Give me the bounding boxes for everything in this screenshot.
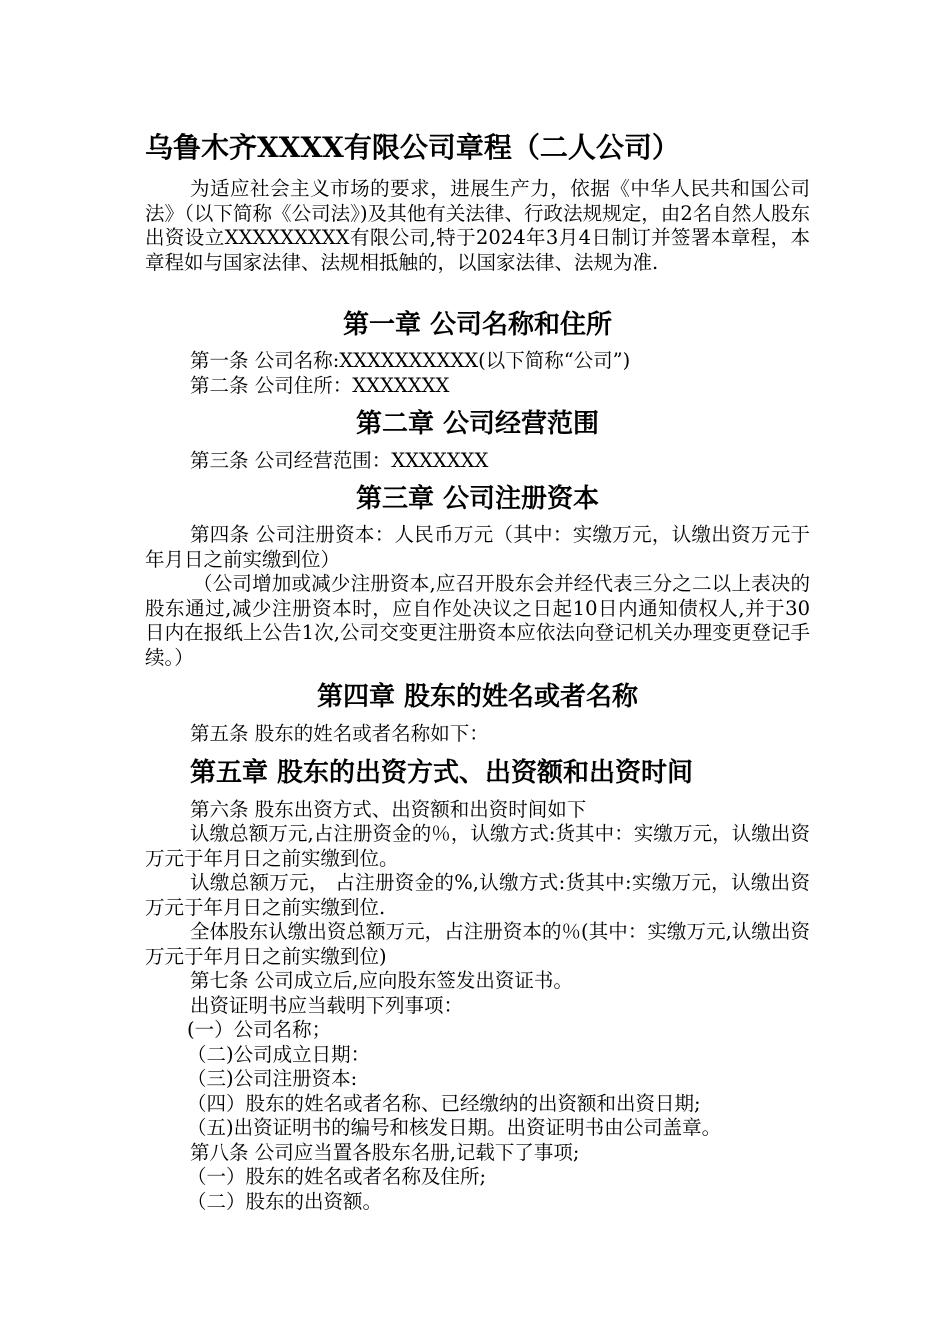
chapter-1-heading: 第一章 公司名称和住所 [342,310,613,340]
article-3: 第三条 公司经营范围：XXXXXXX [190,449,489,472]
article-7: 第七条 公司成立后,应向股东签发出资证书。 [190,969,573,992]
subscription-2: 认缴总额万元， 占注册资金的%,认缴方式:货其中:实缴万元，认缴出资万元于年月日之前实缴到位. [145,871,810,919]
article-8: 第八条 公司应当置各股东名册,记载下了事项; [190,1141,580,1164]
article-1: 第一条 公司名称:XXXXXXXXXX(以下简称“公司”) [190,349,631,372]
certificate-intro: 出资证明书应当载明下列事项： [190,994,464,1017]
capital-change-note: （公司增加或减少注册资本,应召开股东会并经代表三分之二以上表决的股东通过,减少注册资本时，应自作处决议之日起10日内通知债权人,并于30日内在报纸上公告1次,公司交变更注册资本应依法向登记机关办理变更登记手续。） [145,572,810,669]
certificate-item: （四）股东的姓名或者名称、已经缴纳的出资额和出资日期; [187,1092,701,1115]
certificate-item: （二)公司成立日期： [187,1043,371,1066]
article-6: 第六条 股东出资方式、出资额和出资时间如下 [190,798,587,821]
subscription-total: 全体股东认缴出资总额万元，占注册资本的％(其中：实缴万元,认缴出资万元于年月日之前实缴到位) [145,920,810,968]
register-item: （一）股东的姓名或者名称及住所; [187,1165,487,1188]
chapter-5-heading: 第五章 股东的出资方式、出资额和出资时间 [190,758,694,788]
register-item: （二）股东的出资额。 [187,1190,383,1213]
article-4: 第四条 公司注册资本：人民币万元（其中：实缴万元，认缴出资万元于年月日之前实缴到位） [145,523,810,571]
subscription-1: 认缴总额万元,占注册资金的％，认缴方式:货其中：实缴万元，认缴出资万元于年月日之前实缴到位。 [145,822,810,870]
chapter-4-heading: 第四章 股东的姓名或者名称 [316,682,639,712]
certificate-item: （五)出资证明书的编号和核发日期。出资证明书由公司盖章。 [187,1116,722,1139]
article-2: 第二条 公司住所：XXXXXXX [190,374,450,397]
article-5: 第五条 股东的姓名或者名称如下： [190,722,489,745]
preamble-paragraph: 为适应社会主义市场的要求，进展生产力，依据《中华人民共和国公司法》（以下简称《公司法》)及其他有关法律、行政法规规定，由2名自然人股东出资设立XXXXXXXXX有限公司,特于2024年3月4日制订并签署本章程，本章程如与国家法律、法规相抵触的，以国家法律、法规为准. [145,177,810,274]
chapter-3-heading: 第三章 公司注册资本 [355,484,600,514]
certificate-item: (一）公司名称； [187,1018,332,1041]
chapter-2-heading: 第二章 公司经营范围 [355,409,600,439]
document-title: 乌鲁木齐XXXX有限公司章程（二人公司） [145,131,680,164]
certificate-item: （三)公司注册资本: [187,1067,358,1090]
